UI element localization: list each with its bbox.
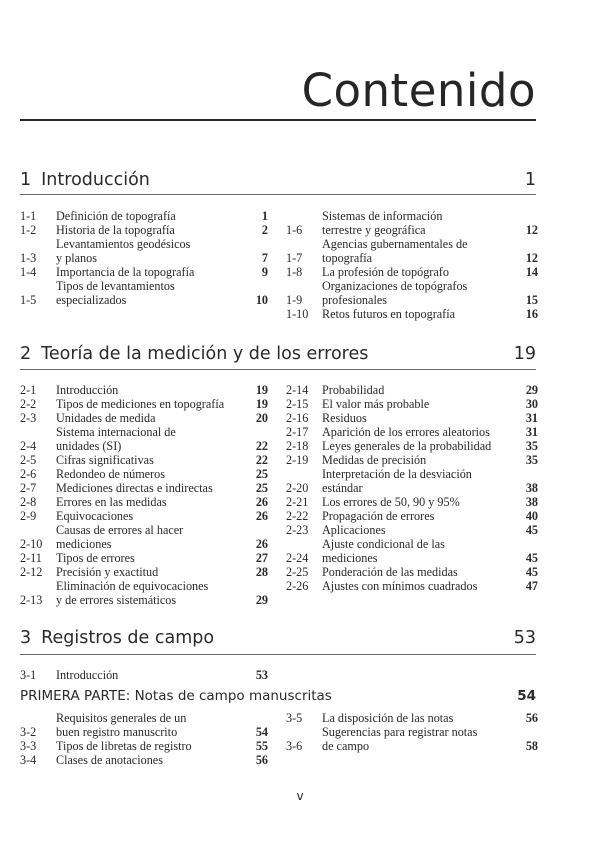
entry-title: [322, 397, 510, 411]
chapter-1-right-column: [286, 209, 538, 321]
entry-page: 56: [255, 753, 268, 767]
entry-title: [322, 565, 510, 579]
toc-entry[interactable]: [286, 411, 538, 425]
entry-number: 2-22: [286, 509, 309, 523]
entry-page: 55: [255, 739, 268, 753]
entry-page: 29: [525, 383, 538, 397]
chapter-3-heading[interactable]: [20, 628, 536, 648]
entry-title: [322, 467, 510, 495]
entry-title: [322, 237, 510, 265]
entry-title-line: Sistema internacional de: [56, 425, 176, 439]
toc-entry[interactable]: [286, 279, 538, 307]
toc-entry[interactable]: [20, 579, 268, 607]
chapter-2-left-column: [20, 383, 268, 607]
entry-title-line: Organizaciones de topógrafos: [322, 279, 468, 293]
entry-title: [56, 467, 240, 481]
entry-title-line: de campo: [322, 739, 370, 753]
entry-title-line: Propagación de errores: [322, 509, 435, 523]
toc-entry[interactable]: [20, 411, 268, 425]
entry-title: [56, 668, 240, 682]
entry-number: 1-4: [20, 265, 37, 279]
entry-page: 20: [255, 411, 268, 425]
entry-number: 1-3: [20, 251, 37, 265]
entry-page: 15: [525, 293, 538, 307]
toc-entry[interactable]: [20, 509, 268, 523]
entry-title-line: Tipos de mediciones en topografía: [56, 397, 225, 411]
toc-entry[interactable]: [20, 223, 268, 237]
entry-title: [56, 495, 240, 509]
entry-title-line: unidades (SI): [56, 439, 122, 453]
entry-title-line: Unidades de medida: [56, 411, 156, 425]
entry-number: 2-1: [20, 383, 37, 397]
entry-title-line: El valor más probable: [322, 397, 430, 411]
entry-title-line: Clases de anotaciones: [56, 753, 163, 767]
entry-title-line: terrestre y geográfica: [322, 223, 426, 237]
entry-page: 47: [525, 579, 538, 593]
toc-entry[interactable]: [286, 265, 538, 279]
entry-number: 1-1: [20, 209, 37, 223]
entry-page: 35: [525, 453, 538, 467]
entry-title-line: Mediciones directas e indirectas: [56, 481, 213, 495]
entry-number: 2-2: [20, 397, 37, 411]
entry-page: 22: [255, 439, 268, 453]
entry-page: 54: [255, 725, 268, 739]
page-title: Contenido: [301, 64, 536, 117]
toc-entry[interactable]: [20, 425, 268, 453]
entry-title: [56, 523, 240, 551]
toc-entry[interactable]: [20, 523, 268, 551]
entry-page: 22: [255, 453, 268, 467]
entry-page: 25: [255, 481, 268, 495]
part-page: 54: [517, 688, 536, 704]
entry-number: 1-8: [286, 265, 303, 279]
entry-title-line: Tipos de errores: [56, 551, 135, 565]
entry-title: [56, 565, 240, 579]
toc-entry[interactable]: [286, 495, 538, 509]
entry-page: 40: [525, 509, 538, 523]
entry-number: 2-25: [286, 565, 309, 579]
entry-title: [322, 411, 510, 425]
entry-title-line: Introducción: [56, 668, 119, 682]
entry-title-line: mediciones: [322, 551, 378, 565]
entry-page: 27: [255, 551, 268, 565]
entry-title-line: Probabilidad: [322, 383, 385, 397]
entry-page: 45: [525, 523, 538, 537]
entry-number: 1-2: [20, 223, 37, 237]
entry-title-line: Introducción: [56, 383, 119, 397]
entry-title: [322, 579, 510, 593]
entry-page: 58: [525, 739, 538, 753]
toc-entry[interactable]: [20, 739, 268, 753]
entry-page: 12: [525, 223, 538, 237]
entry-title-line: Leyes generales de la probabilidad: [322, 439, 492, 453]
entry-number: 2-9: [20, 509, 37, 523]
entry-title-line: Tipos de levantamientos: [56, 279, 175, 293]
entry-title: [56, 739, 240, 753]
entry-title: [56, 481, 240, 495]
chapter-page: 19: [513, 344, 536, 364]
entry-number: 3-2: [20, 725, 37, 739]
entry-title-line: Medidas de precisión: [322, 453, 427, 467]
toc-entry[interactable]: [286, 579, 538, 593]
entry-title-line: Ponderación de las medidas: [322, 565, 458, 579]
entry-title: [56, 411, 240, 425]
entry-title: [56, 223, 240, 237]
entry-page: 30: [525, 397, 538, 411]
toc-entry[interactable]: [20, 209, 268, 223]
entry-number: 2-11: [20, 551, 42, 565]
toc-entry[interactable]: [286, 711, 538, 725]
entry-title-line: buen registro manuscrito: [56, 725, 178, 739]
toc-entry[interactable]: [20, 453, 268, 467]
toc-entry[interactable]: [20, 279, 268, 307]
entry-page: 26: [255, 495, 268, 509]
entry-number: 2-17: [286, 425, 309, 439]
entry-title: [56, 279, 240, 307]
entry-page: 38: [525, 495, 538, 509]
entry-number: 2-8: [20, 495, 37, 509]
entry-title: [56, 237, 240, 265]
entry-title-line: Aplicaciones: [322, 523, 386, 537]
entry-title-line: topografía: [322, 251, 373, 265]
chapter-1-left-column: [20, 209, 268, 307]
entry-title-line: Retos futuros en topografía: [322, 307, 456, 321]
entry-title: [56, 265, 240, 279]
entry-page: 29: [255, 593, 268, 607]
toc-entry[interactable]: [20, 551, 268, 565]
entry-title-line: y planos: [56, 251, 97, 265]
entry-title-line: Tipos de libretas de registro: [56, 739, 192, 753]
entry-page: 12: [525, 251, 538, 265]
toc-entry[interactable]: [286, 425, 538, 439]
entry-title-line: Sugerencias para registrar notas: [322, 725, 478, 739]
entry-number: 1-10: [286, 307, 309, 321]
chapter-page: 53: [513, 628, 536, 648]
entry-number: 2-5: [20, 453, 37, 467]
entry-title: [322, 711, 510, 725]
entry-number: 1-5: [20, 293, 37, 307]
entry-page: 31: [525, 411, 538, 425]
entry-page: 45: [525, 565, 538, 579]
chapter-2-rule: [20, 369, 536, 370]
entry-title-line: Importancia de la topografía: [56, 265, 195, 279]
toc-entry[interactable]: [286, 453, 538, 467]
entry-page: 31: [525, 425, 538, 439]
entry-page: 25: [255, 467, 268, 481]
toc-entry[interactable]: [286, 537, 538, 565]
entry-page: 19: [255, 397, 268, 411]
chapter-number: 1: [20, 170, 32, 190]
entry-title-line: Causas de errores al hacer: [56, 523, 184, 537]
entry-title: [322, 383, 510, 397]
entry-title: [322, 537, 510, 565]
entry-title-line: Ajustes con mínimos cuadrados: [322, 579, 478, 593]
entry-title-line: Sistemas de información: [322, 209, 443, 223]
entry-page: 38: [525, 481, 538, 495]
entry-number: 2-24: [286, 551, 309, 565]
chapter-page: 1: [524, 170, 536, 190]
chapter-1-rule: [20, 194, 536, 195]
toc-entry[interactable]: [20, 467, 268, 481]
entry-title: [322, 307, 510, 321]
entry-number: 2-13: [20, 593, 43, 607]
toc-entry[interactable]: [286, 523, 538, 537]
entry-title: [322, 425, 510, 439]
entry-number: 3-4: [20, 753, 37, 767]
entry-number: 2-18: [286, 439, 309, 453]
entry-title: [56, 425, 240, 453]
toc-entry[interactable]: [286, 307, 538, 321]
chapter-title: Registros de campo: [41, 628, 215, 648]
toc-entry[interactable]: [286, 209, 538, 237]
entry-title-line: Historia de la topografía: [56, 223, 175, 237]
chapter-2-heading[interactable]: [20, 344, 536, 364]
entry-number: 1-9: [286, 293, 303, 307]
toc-entry[interactable]: [20, 383, 268, 397]
entry-title: [56, 579, 240, 607]
entry-page: 14: [525, 265, 538, 279]
entry-title-line: Los errores de 50, 90 y 95%: [322, 495, 460, 509]
title-rule: [20, 119, 536, 121]
toc-entry[interactable]: [20, 711, 268, 739]
entry-title-line: estándar: [322, 481, 363, 495]
entry-page: 26: [255, 509, 268, 523]
entry-title-line: Eliminación de equivocaciones: [56, 579, 209, 593]
entry-title: [56, 397, 240, 411]
chapter-title: Introducción: [41, 170, 150, 190]
entry-title: [322, 209, 510, 237]
entry-page: 9: [261, 265, 268, 279]
chapter-number: 2: [20, 344, 32, 364]
entry-title: [56, 509, 240, 523]
entry-number: 2-15: [286, 397, 309, 411]
entry-title-line: profesionales: [322, 293, 387, 307]
entry-page: 28: [255, 565, 268, 579]
entry-number: 2-20: [286, 481, 309, 495]
entry-number: 2-21: [286, 495, 309, 509]
entry-title: [322, 495, 510, 509]
toc-entry[interactable]: [286, 439, 538, 453]
entry-title-line: La profesión de topógrafo: [322, 265, 449, 279]
entry-number: 1-7: [286, 251, 303, 265]
entry-title-line: Residuos: [322, 411, 367, 425]
entry-title: [56, 383, 240, 397]
entry-title: [56, 209, 240, 223]
entry-number: 2-14: [286, 383, 309, 397]
entry-number: 3-3: [20, 739, 37, 753]
entry-number: 2-4: [20, 439, 37, 453]
entry-title: [56, 753, 240, 767]
entry-title-line: Redondeo de números: [56, 467, 165, 481]
entry-title: [56, 453, 240, 467]
entry-title: [322, 453, 510, 467]
entry-title: [322, 509, 510, 523]
entry-title-line: Interpretación de la desviación: [322, 467, 472, 481]
toc-entry[interactable]: [20, 753, 268, 767]
entry-title-line: especializados: [56, 293, 127, 307]
entry-page: 7: [261, 251, 268, 265]
entry-number: 2-12: [20, 565, 43, 579]
chapter-3-intro: [20, 668, 268, 682]
part-title: PRIMERA PARTE: Notas de campo manuscritas: [20, 688, 332, 704]
entry-number: 3-5: [286, 711, 303, 725]
entry-title-line: Equivocaciones: [56, 509, 134, 523]
entry-title-line: y de errores sistemáticos: [56, 593, 177, 607]
entry-number: 3-1: [20, 668, 37, 682]
entry-number: 2-19: [286, 453, 309, 467]
toc-entry[interactable]: [286, 383, 538, 397]
entry-title-line: Cifras significativas: [56, 453, 154, 467]
chapter-3-right-column: [286, 711, 538, 753]
entry-number: 3-6: [286, 739, 303, 753]
entry-title: [322, 725, 510, 753]
entry-page: 56: [525, 711, 538, 725]
entry-number: 2-23: [286, 523, 309, 537]
entry-page: 45: [525, 551, 538, 565]
entry-title: [322, 265, 510, 279]
toc-entry[interactable]: [20, 481, 268, 495]
entry-title-line: Ajuste condicional de las: [322, 537, 445, 551]
entry-title-line: Errores en las medidas: [56, 495, 167, 509]
entry-title-line: mediciones: [56, 537, 112, 551]
entry-title-line: La disposición de las notas: [322, 711, 454, 725]
toc-entry[interactable]: [20, 265, 268, 279]
entry-number: 2-7: [20, 481, 37, 495]
entry-title: [322, 439, 510, 453]
entry-title: [56, 551, 240, 565]
entry-number: 2-26: [286, 579, 309, 593]
entry-page: 1: [261, 209, 268, 223]
chapter-title: Teoría de la medición y de los errores: [41, 344, 369, 364]
entry-number: 2-10: [20, 537, 43, 551]
entry-title-line: Agencias gubernamentales de: [322, 237, 468, 251]
chapter-3-left-column: [20, 711, 268, 767]
toc-entry[interactable]: [20, 397, 268, 411]
entry-number: 2-16: [286, 411, 309, 425]
toc-entry[interactable]: [286, 397, 538, 411]
toc-entry[interactable]: [286, 467, 538, 495]
toc-entry[interactable]: [286, 237, 538, 265]
entry-page: 10: [255, 293, 268, 307]
entry-page: 26: [255, 537, 268, 551]
entry-title-line: Requisitos generales de un: [56, 711, 187, 725]
chapter-1-heading[interactable]: [20, 170, 536, 190]
page-number: v: [296, 789, 304, 803]
chapter-2-right-column: [286, 383, 538, 593]
entry-title: [322, 279, 510, 307]
toc-entry[interactable]: [286, 565, 538, 579]
entry-page: 2: [261, 223, 268, 237]
entry-title-line: Levantamientos geodésicos: [56, 237, 191, 251]
entry-title: [56, 711, 240, 739]
toc-entry[interactable]: [20, 668, 268, 682]
entry-number: 1-6: [286, 223, 303, 237]
toc-entry[interactable]: [20, 565, 268, 579]
entry-number: 2-3: [20, 411, 37, 425]
toc-entry[interactable]: [286, 725, 538, 753]
entry-page: 35: [525, 439, 538, 453]
entry-page: 53: [255, 668, 268, 682]
toc-entry[interactable]: [20, 237, 268, 265]
entry-page: 19: [255, 383, 268, 397]
entry-title-line: Definición de topografía: [56, 209, 176, 223]
part-heading[interactable]: [20, 688, 536, 704]
entry-title-line: Aparición de los errores aleatorios: [322, 425, 490, 439]
chapter-3-rule: [20, 654, 536, 655]
entry-title-line: Precisión y exactitud: [56, 565, 159, 579]
toc-entry[interactable]: [20, 495, 268, 509]
entry-number: 2-6: [20, 467, 37, 481]
entry-page: 16: [525, 307, 538, 321]
chapter-number: 3: [20, 628, 32, 648]
toc-entry[interactable]: [286, 509, 538, 523]
entry-title: [322, 523, 510, 537]
